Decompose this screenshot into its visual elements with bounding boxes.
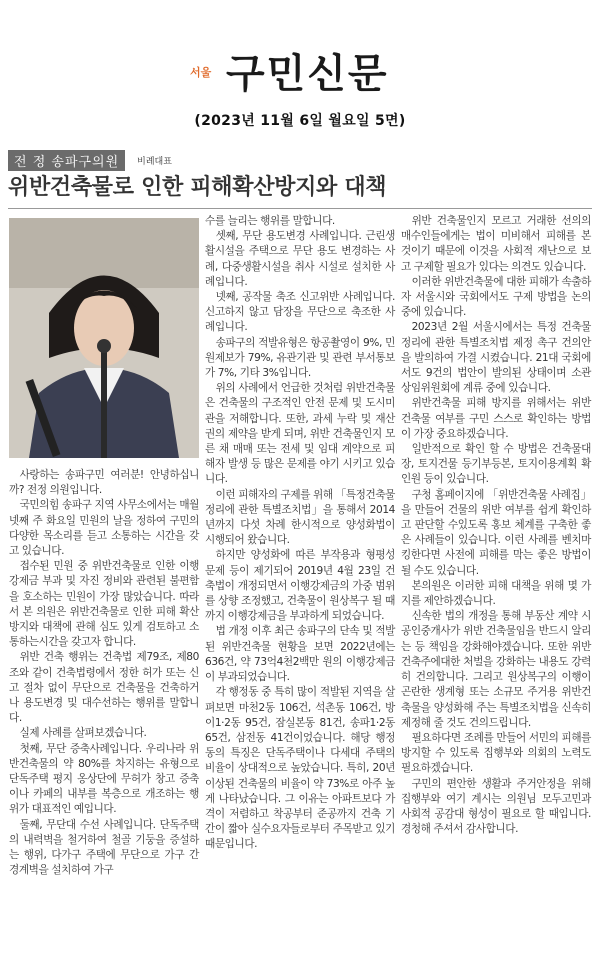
paragraph: 필요하다면 조례를 만들어 서민의 피해를 방지할 수 있도록 집행부와 의회의 노력도 필요하겠습니다. [401, 731, 591, 775]
author-tag: 전 정 송파구의원 [8, 150, 125, 171]
date-line: (2023년 11월 6일 월요일 5면) [194, 113, 406, 129]
paragraph: 송파구의 적발유형은 항공촬영이 9%, 민원제보가 79%, 유관기관 및 관련 부서통보가 7%, 기타 3%입니다. [205, 336, 395, 380]
paragraph: 수를 늘리는 행위를 말합니다. [205, 215, 335, 227]
article-headline: 위반건축물로 인한 피해확산방지와 대책 [8, 175, 387, 200]
paragraph: 위반 건축물인지 모르고 거래한 선의의 매수인들에게는 법이 미비해서 피해를 본 것이기 때문에 이것을 사회적 재난으로 보고 구제할 필요가 있다는 의견도 있습니다. [401, 215, 591, 273]
paragraph: 위반건축물 피해 방지를 위해서는 위반 건축물 여부를 구민 스스로 확인하는 방법이 가장 중요하겠습니다. [401, 397, 591, 440]
paragraph: 첫째, 무단 증축사례입니다. 우리나라 위반건축물의 약 80%를 차지하는 유형으로 단독주택 평지 옹상단에 무허가 창고 증축이나 카페의 내부를 복층으로 개조하는 행위가 대표적인 예입니다. [9, 742, 199, 816]
paragraph: 위의 사례에서 언급한 것처럼 위반건축물은 건축물의 구조적인 안전 문제 및 도시미관을 저해합니다. 또한, 과세 누락 및 재산권의 제약을 받게 되며, 위반 건축물인지 모른 채 매매 또는 전세 및 임대 계약으로 피해자 발생 등 많은 문제를 야기 시키고 있습니다. [205, 382, 395, 486]
paragraph: 일반적으로 확인 할 수 방법은 건축물대장, 토지건물 등기부등본, 토지이용계획 확인원 등이 있습니다. [401, 443, 591, 486]
byline [8, 150, 172, 170]
paragraph: 2023년 2월 서울시에서는 특정 건축물 정리에 관한 특별조치법 제정 촉구 건의안을 발의하여 가결 시켰습니다. 21대 국회에서도 9건의 법안이 발의된 상태이며 소관 상임위원회에 계류 중에 있습니다. [401, 321, 591, 395]
paragraph: 실제 사례를 살펴보겠습니다. [19, 727, 147, 740]
paragraph: 이런 피해자의 구제를 위해 「특정건축물 정리에 관한 특별조치법」을 통해서 2014년까지 다섯 차례 한시적으로 양성화법이 시행되어 왔습니다. [205, 488, 395, 547]
masthead [0, 42, 600, 97]
paragraph: 본의원은 이러한 피해 대책을 위해 몇 가지를 제안하겠습니다. [401, 579, 591, 608]
paragraph: 신속한 법의 개정을 통해 부동산 계약 시 공인중개사가 위반 건축물임을 반드시 알리는 등 책임을 강화해야겠습니다. 또한 위반건축주에대한 처벌을 강화하는 내용도 강력히 건의합니다. 그리고 원상복구의 이행이 곤란한 생계형 또는 소규모 주거용 위반건축물을 양성화해 주는 특별조치법을 신속히 제정해 줄 것도 건의드립니다. [401, 610, 591, 729]
paragraph: 셋째, 무단 용도변경 사례입니다. 근린생활시설을 주택으로 무단 용도 변경하는 사례, 다중생활시설을 취사 시설로 설치한 사례입니다. [205, 230, 395, 288]
paragraph: 접수된 민원 중 위반건축물로 인한 이행강제금 부과 및 자진 정비와 관련된 불편함을 호소하는 민원이 가장 많았습니다. 따라서 본 의원은 위반건축물로 인한 피해 확산방지와 대책에 관해 심도 있게 검토하고 소통하는시간을 갖고자 합니다. [9, 560, 199, 649]
paragraph: 각 행정동 중 특히 많이 적발된 지역을 살펴보면 마천2동 106건, 석촌동 106건, 방이1·2동 95건, 잠실본동 81건, 송파1·2동 65건, 삼전동 41건이었습니다. 해당 행정동의 특징은 단독주택이나 다세대 주택의 비율이 상대적으로 높았습니다. 특히, 20년 이상된 건축물의 비율이 약 73%로 아주 높게 나타났습니다. 그 이유는 아파트보다 가격이 저렴하고 착공부터 준공까지 건축 기간이 짧아 실수요자들로부터 주목받고 있기 때문입니다. [205, 686, 395, 851]
edition-label: 서울 [190, 66, 212, 79]
article-column-3 [401, 214, 591, 837]
newspaper-logo: 구민신문 [226, 50, 389, 97]
paragraph: 하지만 양성화에 따른 부작용과 형평성 문제 등이 제기되어 2019년 4월 23일 건축법이 개정되면서 이행강제금의 가중 범위를 상향 조정했고, 건축물이 원상복구 될 때까지 이행강제금을 부과하게 되었습니다. [205, 549, 395, 623]
paragraph: 이러한 위반건축물에 대한 피해가 속출하자 서울시와 국회에서도 구제 방법을 논의 중에 있습니다. [401, 275, 591, 319]
paragraph: 구청 홈페이지에 「위반건축물 사례집」을 만들어 건물의 위반 여부를 쉽게 확인하고 판단할 수있도록 홍보 체계를 구축한 좋은 사례들이 있습니다. 이런 사례를 벤치마킹한다면 사전에 피해를 막는 좋은 방법이 될 수도 있습니다. [401, 488, 591, 577]
article-column-1 [9, 468, 199, 878]
paragraph: 사랑하는 송파구민 여러분! 안녕하십니까? 전정 의원입니다. [9, 469, 199, 497]
paragraph: 법 개정 이후 최근 송파구의 단속 및 적발된 위반건축물 현황을 보면 2022년에는 636건, 약 73억4천2백만 원의 이행강제금이 부과되었습니다. [205, 625, 395, 684]
article-column-2 [205, 214, 395, 853]
paragraph: 구민의 편안한 생활과 주거안정을 위해 집행부와 여기 계시는 의원님 모두고민과 사회적 공감대 형성이 필요로 할 때입니다. 경청해 주셔서 감사합니다. [401, 777, 591, 836]
author-photo [9, 218, 199, 458]
paragraph: 둘째, 무단대 수선 사례입니다. 단독주택의 내력벽을 철거하여 철골 기둥을 증설하는 행위, 다가구 주택에 무단으로 가구 간 경계벽을 설치하여 가구 [9, 818, 199, 877]
author-subtitle: 비례대표 [137, 156, 172, 167]
paragraph: 넷째, 공작물 축조 신고위반 사례입니다. 신고하지 않고 담장을 무단으로 축조한 사례입니다. [205, 291, 395, 334]
paragraph: 국민의힘 송파구 지역 사무소에서는 매월 넷째 주 화요일 민원의 날을 정하여 구민의 다양한 목소리를 듣고 소통하는 시간을 갖고 있습니다. [9, 499, 199, 558]
headline-divider [8, 208, 592, 209]
paragraph: 위반 건축 행위는 건축법 제79조, 제80조와 같이 건축법령에서 정한 허가 또는 신고 절차 없이 무단으로 건축물을 건축하거나 용도변경 및 대수선하는 행위를 말합니다. [9, 651, 199, 725]
